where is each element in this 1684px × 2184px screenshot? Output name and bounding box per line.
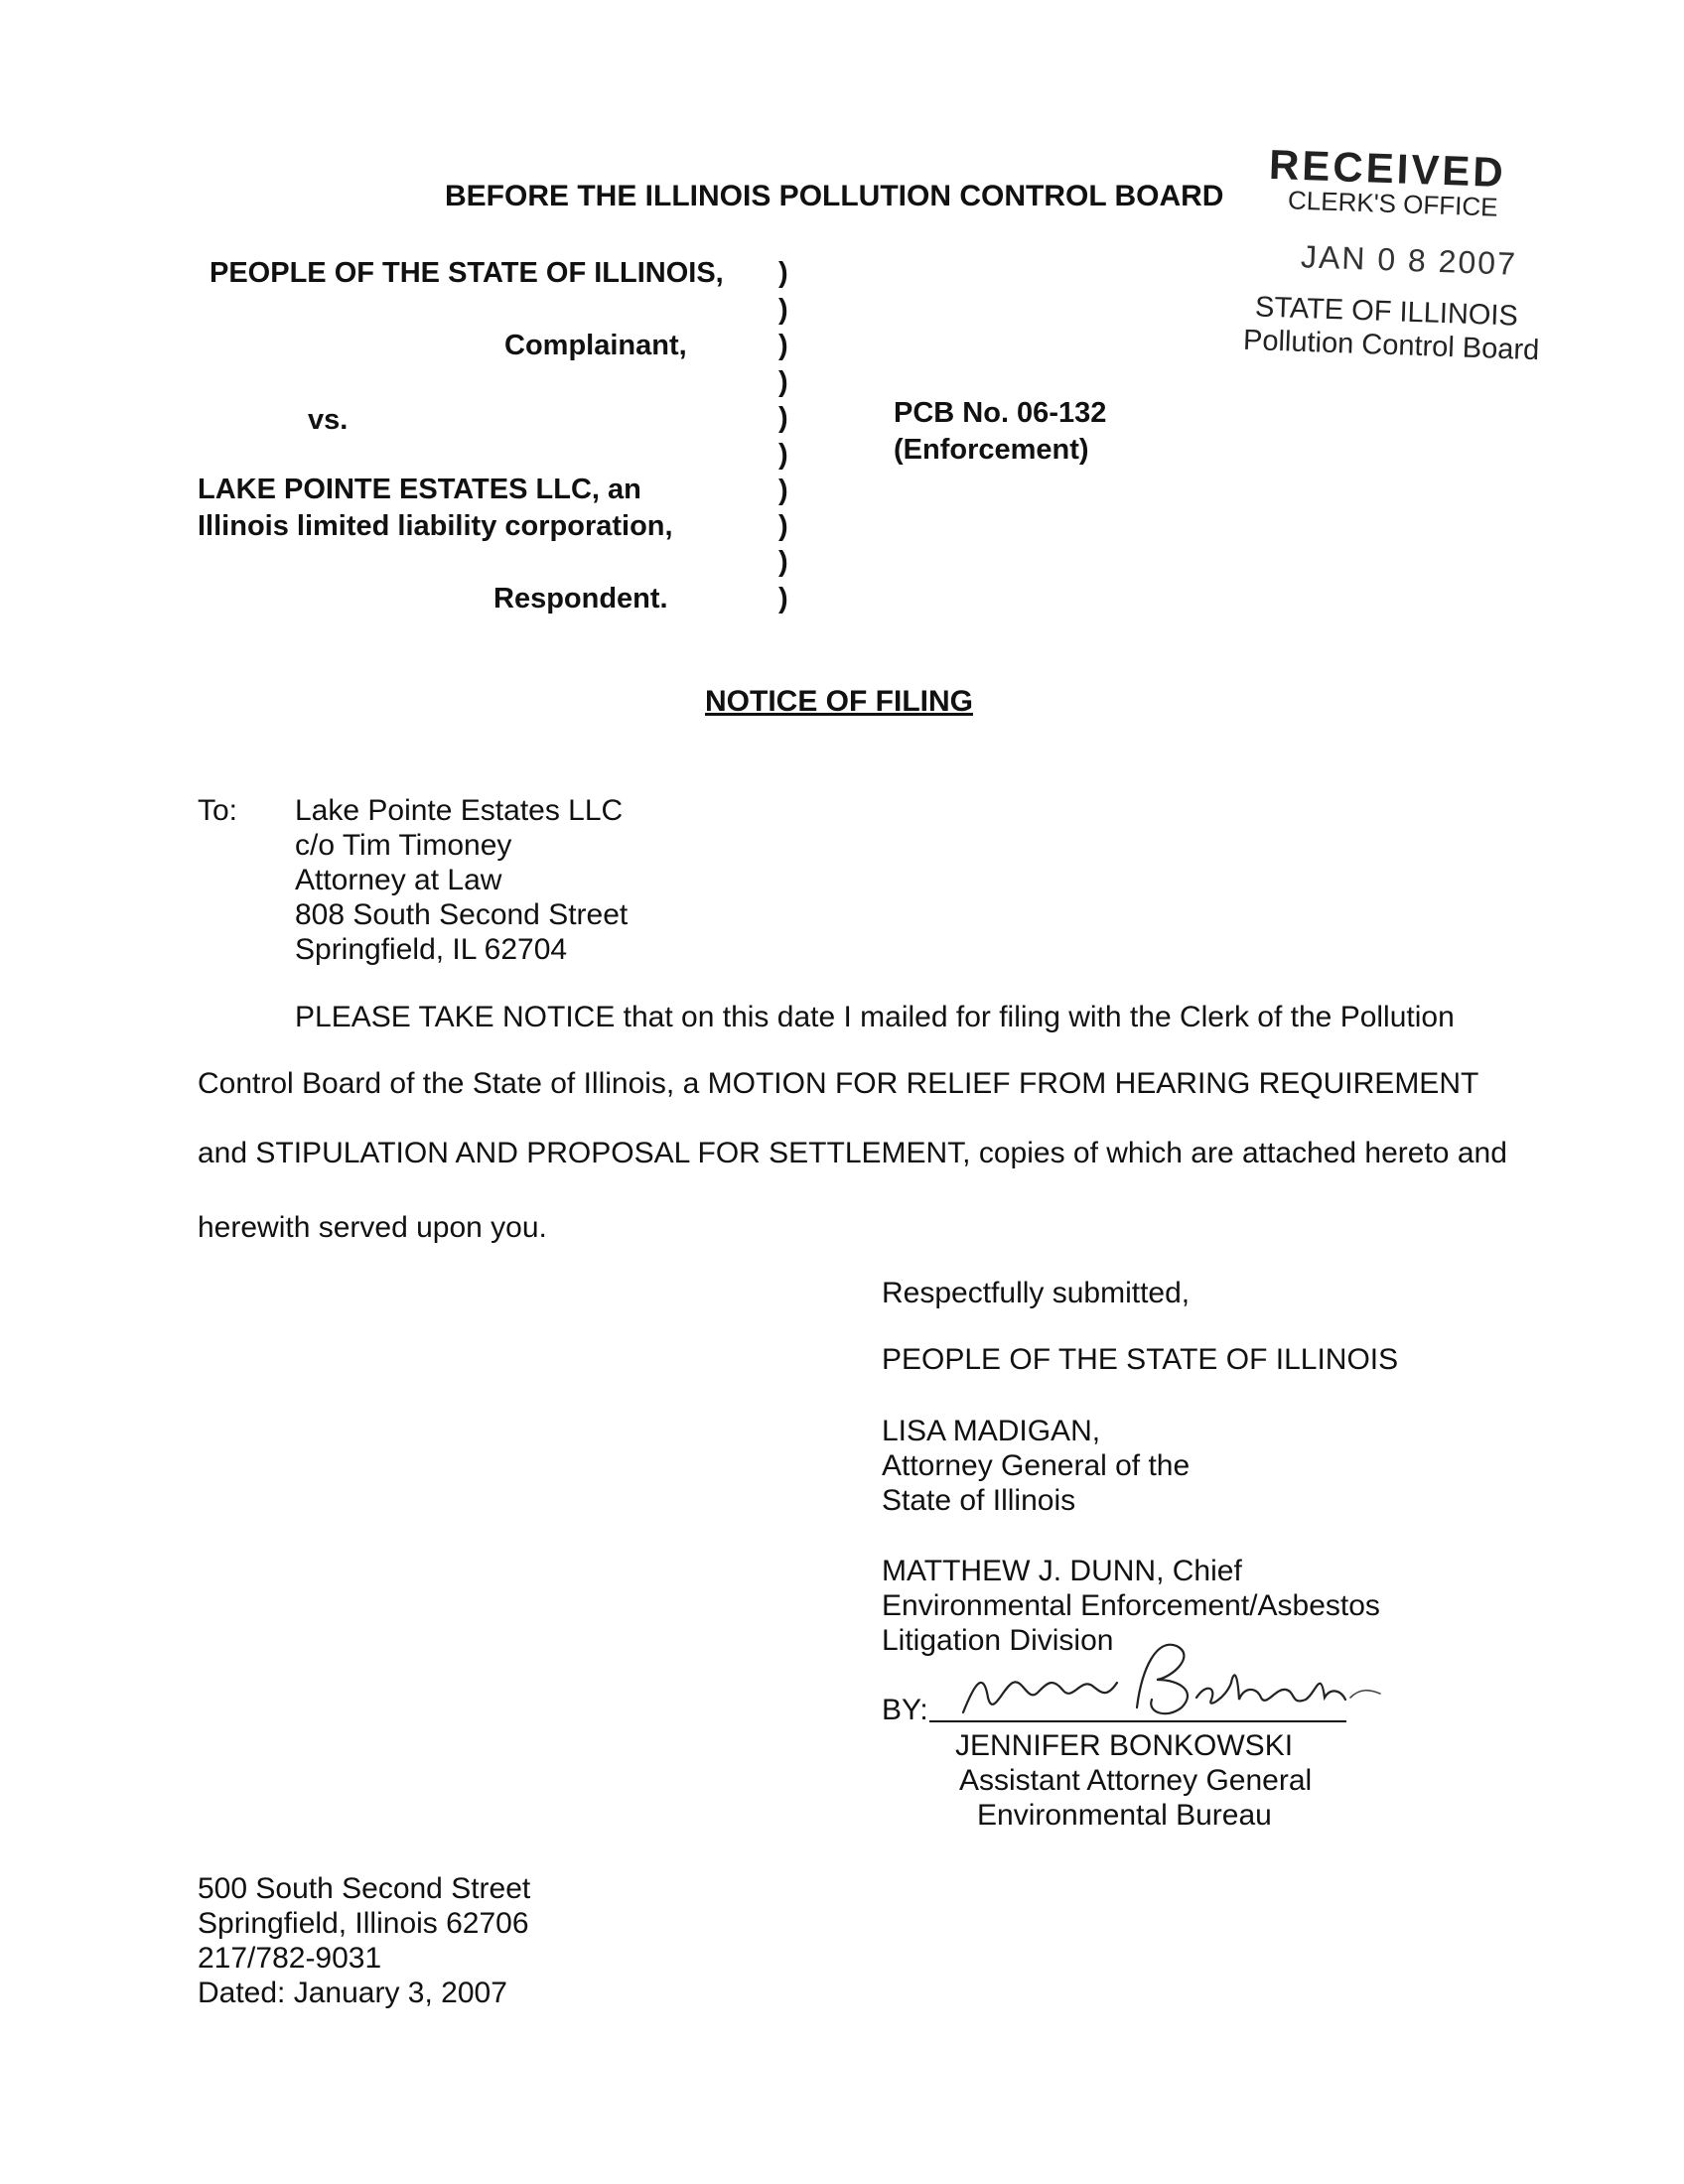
body-line: PLEASE TAKE NOTICE that on this date I mailed for filing with the Clerk of the Pollution — [295, 1001, 1455, 1033]
respondent-role: Respondent. — [493, 583, 668, 614]
signer-name: JENNIFER BONKOWSKI — [955, 1729, 1294, 1762]
stamp-board: Pollution Control Board — [1242, 324, 1540, 367]
addressee-line: Lake Pointe Estates LLC — [295, 794, 624, 827]
case-type: (Enforcement) — [894, 434, 1089, 466]
chief-line: MATTHEW J. DUNN, Chief — [882, 1555, 1242, 1587]
caption-paren: ) — [778, 257, 788, 289]
body-line: herewith served upon you. — [198, 1211, 547, 1244]
signer-title: Assistant Attorney General — [959, 1764, 1313, 1797]
respondent-name: LAKE POINTE ESTATES LLC, an — [198, 474, 641, 505]
clerks-office-label: CLERK'S OFFICE — [1287, 185, 1499, 222]
stamp-date: JAN 0 8 2007 — [1300, 238, 1518, 282]
case-number: PCB No. 06-132 — [894, 397, 1107, 429]
closing-line: Respectfully submitted, — [882, 1277, 1191, 1309]
stamp-state: STATE OF ILLINOIS — [1254, 291, 1519, 333]
caption-paren: ) — [778, 366, 788, 398]
versus-label: vs. — [308, 404, 349, 436]
to-label: To: — [198, 794, 238, 827]
addressee-line: Springfield, IL 62704 — [295, 933, 568, 966]
ag-line: State of Illinois — [882, 1484, 1076, 1517]
caption-paren: ) — [778, 294, 788, 326]
respondent-description: Illinois limited liability corporation, — [198, 510, 673, 542]
caption-paren: ) — [778, 330, 788, 361]
chief-line: Environmental Enforcement/Asbestos — [882, 1589, 1380, 1622]
caption-paren: ) — [778, 475, 788, 506]
footer-line: 217/782-9031 — [198, 1942, 382, 1975]
handwritten-signature — [943, 1628, 1400, 1727]
received-stamp-title: RECEIVED — [1268, 140, 1507, 197]
caption-paren: ) — [778, 510, 788, 542]
caption-paren: ) — [778, 439, 788, 471]
addressee-line: c/o Tim Timoney — [295, 829, 512, 862]
complainant-role: Complainant, — [504, 330, 687, 361]
signer-bureau: Environmental Bureau — [977, 1799, 1272, 1832]
body-line: Control Board of the State of Illinois, a MOTION FOR RELIEF FROM HEARING REQUIREMENT — [198, 1067, 1479, 1100]
addressee-line: 808 South Second Street — [295, 898, 629, 931]
chief-line: Litigation Division — [882, 1624, 1114, 1657]
addressee-line: Attorney at Law — [295, 864, 502, 896]
party-line: PEOPLE OF THE STATE OF ILLINOIS — [882, 1343, 1399, 1376]
ag-line: Attorney General of the — [882, 1449, 1191, 1482]
by-label: BY: — [882, 1694, 928, 1726]
notice-title: NOTICE OF FILING — [705, 685, 973, 718]
footer-line: Springfield, Illinois 62706 — [198, 1907, 529, 1940]
board-title: BEFORE THE ILLINOIS POLLUTION CONTROL BOARD — [445, 180, 1224, 212]
footer-line: Dated: January 3, 2007 — [198, 1977, 507, 2009]
caption-paren: ) — [778, 402, 788, 434]
caption-paren: ) — [778, 583, 788, 614]
body-line: and STIPULATION AND PROPOSAL FOR SETTLEMENT, copies of which are attached hereto and — [198, 1137, 1507, 1169]
caption-paren: ) — [778, 546, 788, 578]
complainant-name: PEOPLE OF THE STATE OF ILLINOIS, — [210, 257, 724, 289]
footer-line: 500 South Second Street — [198, 1872, 531, 1905]
ag-line: LISA MADIGAN, — [882, 1415, 1101, 1447]
